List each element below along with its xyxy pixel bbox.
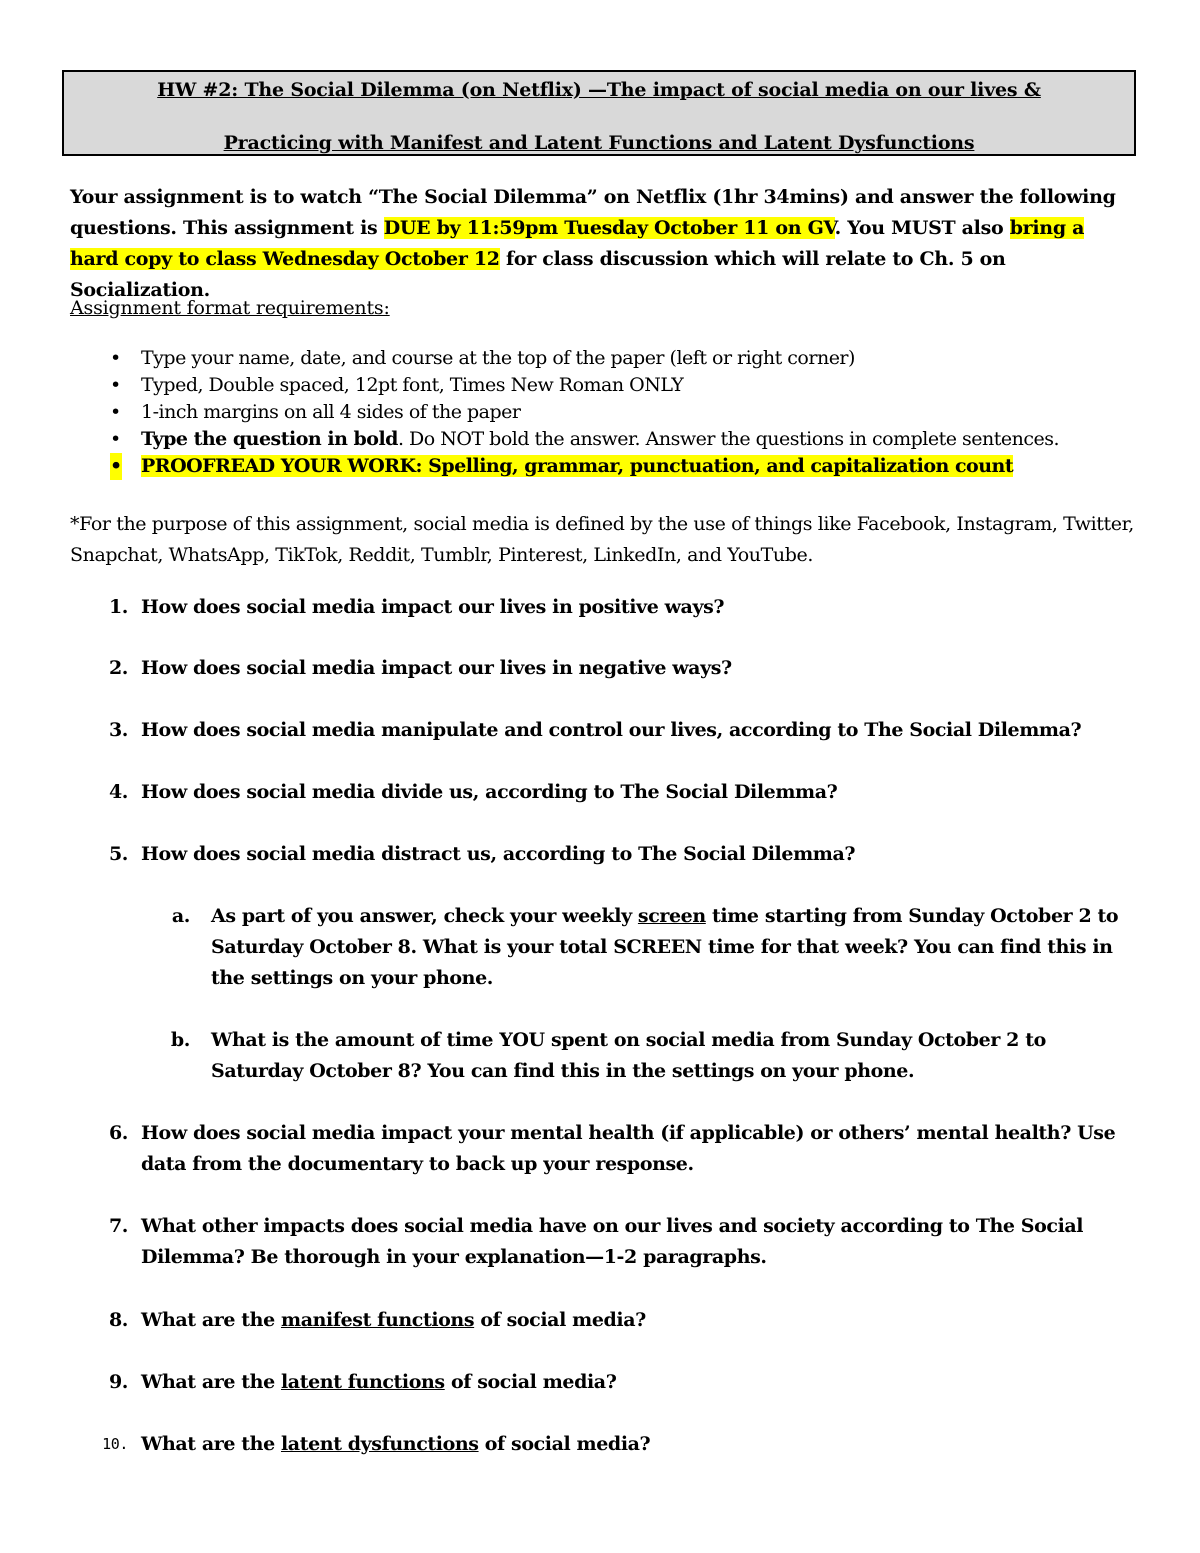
list-item: • Type the question in bold. Do NOT bold the answer. Answer the questions in complete sentences. [70,426,1150,453]
intro-paragraph [70,182,1130,306]
title-line-1: HW #2: The Social Dilemma (on Netflix) —The impact of social media on our lives & [157,79,1041,101]
list-item: • 1-inch margins on all 4 sides of the paper [70,399,1150,426]
requirements-heading: Assignment format requirements: [70,297,390,319]
list-item: • Typed, Double spaced, 12pt font, Times New Roman ONLY [70,372,1150,399]
requirements-list [70,345,1150,480]
intro-text-2: . You MUST also [834,217,1010,239]
bullet-icon: • [110,453,122,480]
title-line-2: Practicing with Manifest and Latent Functions and Latent Dysfunctions [223,132,975,154]
intro-text-3: for class discussion which will relate to Ch. 5 on Socialization. [70,248,1006,301]
due-date-highlight: DUE by 11:59pm Tuesday October 11 on GV [383,217,835,239]
bullet-icon: • [110,428,121,450]
title-box [62,70,1136,156]
bullet-icon: • [110,374,121,396]
intro-text-1: Your assignment is to watch “The Social Dilemma” on Netflix (1hr 34mins) and answer the following questions. This assignment is [70,186,1116,239]
document-page: HW #2: The Social Dilemma (on Netflix) —The impact of social media on our lives & Practicing with Manifest and Latent Functions and Latent Dysfunctions Your assignment is to watch “The Social Dilemma” on Netflix (1hr 34mins) and answer the following questions. This assignment is DUE by 11:59pm Tuesday October 11 on GV. You MUST also bring a hard copy to class Wednesday October 12 for class discussion which will relate to Ch. 5 on Socialization. Assignment format requirements: • Type your name, date, and course at the top of the paper (left or right corner) • Typed, Double spaced, 12pt font, Times New Roman ONLY • 1-inch margins on all 4 sides of the paper • Type the question in bold. Do NOT bold the answer. Answer the questions in complete sentences. • PROOFREAD YOUR WORK: Spelling, grammar, punctuation, and capitalization count *For the purpose of this assignment, social media is defined by the use of things like Facebook, Instagram, Twitter, Snapchat, WhatsApp, TikTok, Reddit, Tumblr, Pinterest, LinkedIn, and YouTube. 1. How does social media impact our lives in positive ways? 2. How does social media impact our lives in negative ways? 3. How does social media manipulate and control our lives, according to The Social Dilemma? 4. How does social media divide us, according to The Social Dilemma? 5. How does social media distract us, according to The Social Dilemma? a. As part of you answer, check your weekly screen time starting from Sunday October 2 to Saturday October 8. What is your total SCREEN time for that week? You can find this in the settings on your phone. b. What is the amount of time YOU spent on social media from Sunday October 2 to Saturday October 8? You can find this in the settings on your phone. 6. How does social media impact your mental health (if applicable) or others’ mental health? Use data from the documentary to back up your response. 7. What other impacts does social media have on our lives and society according to The Social Dilemma? Be thorough in your explanation—1-2 paragraphs. 8. What are the manifest functions of social media? 9. What are the latent functions of social media? 10. What are the latent dysfunctions of social media? [0,0,1200,1553]
social-media-definition: *For the purpose of this assignment, social media is defined by the use of things like Facebook, Instagram, Twitter, Snapchat, WhatsApp, TikTok, Reddit, Tumblr, Pinterest, LinkedIn, and YouTube. [70,513,1134,566]
bullet-icon: • [110,347,121,369]
bullet-icon: • [110,401,121,423]
list-item-highlighted: • PROOFREAD YOUR WORK: Spelling, grammar, punctuation, and capitalization count [70,453,1150,480]
hard-copy-highlight: bring a hard copy to class Wednesday October 12 [70,217,1085,270]
list-item: • Type your name, date, and course at the top of the paper (left or right corner) [70,345,1150,372]
